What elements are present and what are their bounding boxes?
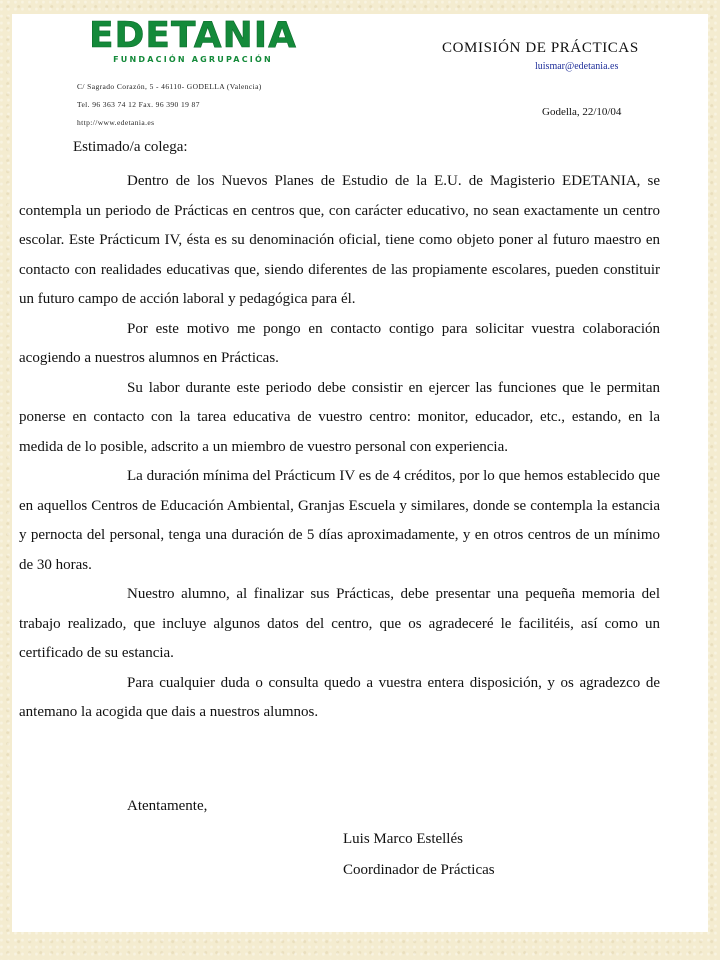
department-title: COMISIÓN DE PRÁCTICAS <box>442 40 639 56</box>
letter-greeting: Estimado/a colega: <box>73 139 188 155</box>
letter-page <box>12 14 708 932</box>
letter-closing: Atentamente, <box>127 798 208 814</box>
paragraph-3: Su labor durante este periodo debe consistir en ejercer las funciones que le permitan ponerse en contacto con la tarea educativa de vuestro centro: monitor, educador, etc., estando, en la medida de lo posible, adscrito a un miembro de vuestro personal con experiencia. <box>19 379 660 455</box>
contact-email: luismar@edetania.es <box>535 61 619 72</box>
letter-body <box>19 167 660 728</box>
paragraph-6: Para cualquier duda o consulta quedo a vuestra entera disposición, y os agradezco de antemano la acogida que dais a nuestros alumnos. <box>19 674 660 720</box>
paragraph-1: Dentro de los Nuevos Planes de Estudio de la E.U. de Magisterio EDETANIA, se contempla un periodo de Prácticas en centros que, con carácter educativo, no sean exactamente un centro escolar. Este Prácticum IV, ésta es su denominación oficial, tiene como objeto poner al futuro maestro en contacto con realidades educativas que, siendo diferentes de las propiamente escolares, pueden constituir un futuro campo de acción laboral y pedagógica para él. <box>19 173 660 307</box>
letter-date: Godella, 22/10/04 <box>542 106 622 118</box>
logo-tagline: FUNDACIÓN AGRUPACIÓN <box>113 55 273 64</box>
address-phone-fax: Tel. 96 363 74 12 Fax. 96 390 19 87 <box>77 100 200 109</box>
signer-name: Luis Marco Estellés <box>343 831 463 847</box>
paragraph-2: Por este motivo me pongo en contacto contigo para solicitar vuestra colaboración acogiendo a nuestros alumnos en Prácticas. <box>19 320 660 366</box>
paragraph-4: La duración mínima del Prácticum IV es de 4 créditos, por lo que hemos establecido que en aquellos Centros de Educación Ambiental, Granjas Escuela y similares, donde se contempla la estancia y pernocta del personal, tenga una duración de 5 días aproximadamente, y en otros centros de un mínimo de 30 horas. <box>19 468 660 573</box>
paragraph-5: Nuestro alumno, al finalizar sus Prácticas, debe presentar una pequeña memoria del trabajo realizado, que incluye algunos datos del centro, que os agradeceré le facilitéis, así como un certificado de su estancia. <box>19 586 660 661</box>
edetania-logo <box>80 15 306 64</box>
address-website: http://www.edetania.es <box>77 118 155 127</box>
logo-wordmark: EDETANIA <box>88 15 298 56</box>
address-street: C/ Sagrado Corazón, 5 - 46110- GODELLA (Valencia) <box>77 82 262 91</box>
signer-role: Coordinador de Prácticas <box>343 862 495 878</box>
